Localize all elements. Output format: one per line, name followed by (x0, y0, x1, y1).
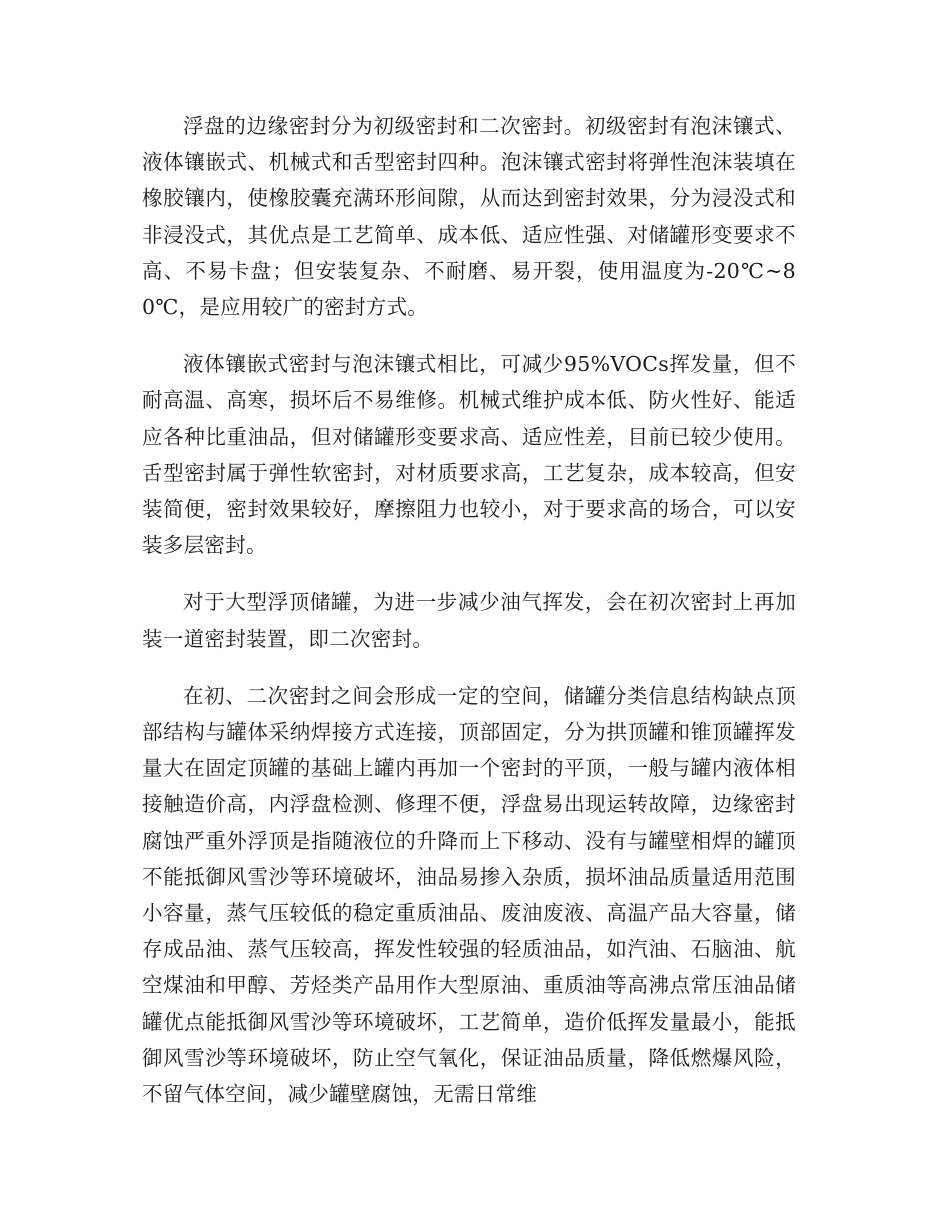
paragraph-seal-comparison: 液体镶嵌式密封与泡沫镶式相比，可减少95%VOCs挥发量，但不耐高温、高寒，损坏后不易维修。机械式维护成本低、防火性好、能适应各种比重油品，但对储罐形变要求高、适应性差，目前已较少使用。舌型密封属于弹性软密封，对材质要求高，工艺复杂，成本较高，但安装简便，密封效果较好，摩擦阻力也较小，对于要求高的场合，可以安装多层密封。 (142, 352, 796, 558)
paragraph-secondary-seal: 对于大型浮顶储罐，为进一步减少油气挥发，会在初次密封上再加装一道密封装置，即二次密封。 (142, 590, 796, 651)
paragraph-tank-classification: 在初、二次密封之间会形成一定的空间，储罐分类信息结构缺点顶部结构与罐体采纳焊接方式连接，顶部固定，分为拱顶罐和锥顶罐挥发量大在固定顶罐的基础上罐内再加一个密封的平顶，一般与罐内液体相接触造价高，内浮盘检测、修理不便，浮盘易出现运转故障，边缘密封腐蚀严重外浮顶是指随液位的升降而上下移动、没有与罐壁相焊的罐顶不能抵御风雪沙等环境破坏，油品易掺入杂质，损坏油品质量适用范围小容量，蒸气压较低的稳定重质油品、废油废液、高温产品大容量，储存成品油、蒸气压较高，挥发性较强的轻质油品，如汽油、石脑油、航空煤油和甲醇、芳烃类产品用作大型原油、重质油等高沸点常压油品储罐优点能抵御风雪沙等环境破坏，工艺简单，造价低挥发量最小，能抵御风雪沙等环境破坏，防止空气氧化，保证油品质量，降低燃爆风险，不留气体空间，减少罐壁腐蚀，无需日常维 (142, 683, 796, 1107)
document-body (142, 108, 796, 1133)
paragraph-rim-seal-types: 浮盘的边缘密封分为初级密封和二次密封。初级密封有泡沫镶式、液体镶嵌式、机械式和舌型密封四种。泡沫镶式密封将弹性泡沫装填在橡胶镶内，使橡胶囊充满环形间隙，从而达到密封效果，分为浸没式和非浸没式，其优点是工艺简单、成本低、适应性强、对储罐形变要求不高、不易卡盘；但安装复杂、不耐磨、易开裂，使用温度为-20℃~80℃，是应用较广的密封方式。 (142, 114, 796, 320)
